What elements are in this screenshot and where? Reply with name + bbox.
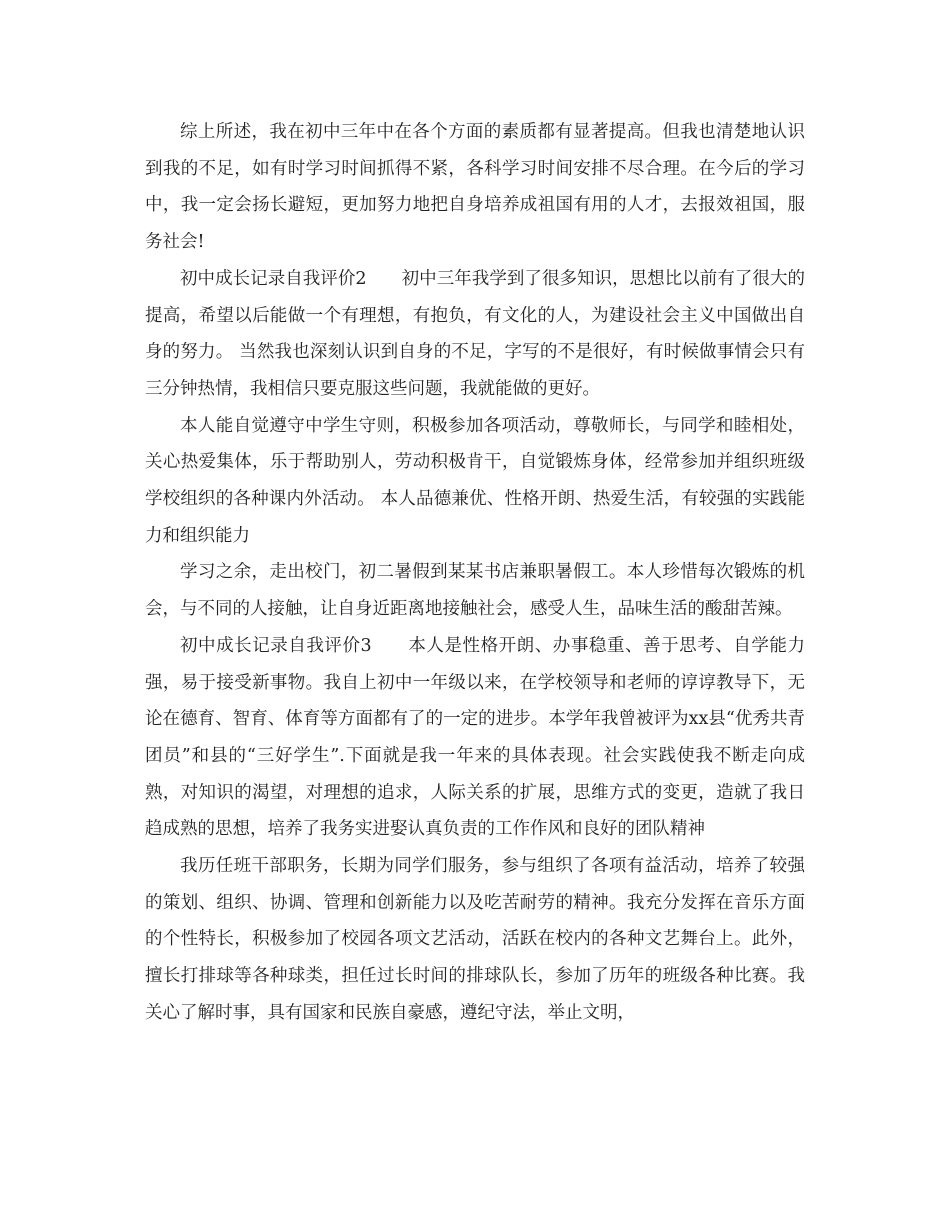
paragraph-conduct: 本人能自觉遵守中学生守则，积极参加各项活动，尊敬师长，与同学和睦相处，关心热爱集体，乐于帮助别人，劳动积极肯干，自觉锻炼身体，经常参加并组织班级学校组织的各种课内外活动。 本人品德兼优、性格开朗、热爱生活，有较强的实践能力和组织能力 [145, 415, 805, 546]
document-page [145, 114, 805, 1032]
paragraph-summer-work: 学习之余，走出校门，初二暑假到某某书店兼职暑假工。本人珍惜每次锻炼的机会，与不同的人接触，让自身近距离地接触社会，感受人生，品味生活的酸甜苦辣。 [145, 562, 805, 620]
paragraph-conclusion: 综上所述，我在初中三年中在各个方面的素质都有显著提高。但我也清楚地认识到我的不足，如有时学习时间抓得不紧，各科学习时间安排不尽合理。在今后的学习中，我一定会扬长避短，更加努力地把自身培养成祖国有用的人才，去报效祖国，服务社会! [145, 122, 805, 253]
paragraph-evaluation-3: 初中成长记录自我评价3 本人是性格开朗、办事稳重、善于思考、自学能力强，易于接受新事物。我自上初中一年级以来，在学校领导和老师的谆谆教导下，无论在德育、智育、体育等方面都有了的一定的进步。本学年我曾被评为xx县“优秀共青团员”和县的“三好学生”.下面就是我一年来的具体表现。社会实践使我不断走向成熟，对知识的渴望，对理想的追求，人际关系的扩展，思维方式的变更，造就了我日趋成熟的思想，培养了我务实进娶认真负责的工作作风和良好的团队精神 [145, 635, 805, 840]
paragraph-evaluation-2: 初中成长记录自我评价2 初中三年我学到了很多知识，思想比以前有了很大的提高，希望以后能做一个有理想，有抱负，有文化的人，为建设社会主义中国做出自身的努力。 当然我也深刻认识到自身的不足，字写的不是很好，有时候做事情会只有三分钟热情，我相信只要克服这些问题，我就能做的更好。 [145, 268, 805, 399]
paragraph-class-leader: 我历任班干部职务，长期为同学们服务，参与组织了各项有益活动，培养了较强的策划、组织、协调、管理和创新能力以及吃苦耐劳的精神。我充分发挥在音乐方面的个性特长，积极参加了校园各项文艺活动，活跃在校内的各种文艺舞台上。此外，擅长打排球等各种球类，担任过长时间的排球队长，参加了历年的班级各种比赛。我关心了解时事，具有国家和民族自豪感，遵纪守法，举止文明， [145, 856, 805, 1023]
